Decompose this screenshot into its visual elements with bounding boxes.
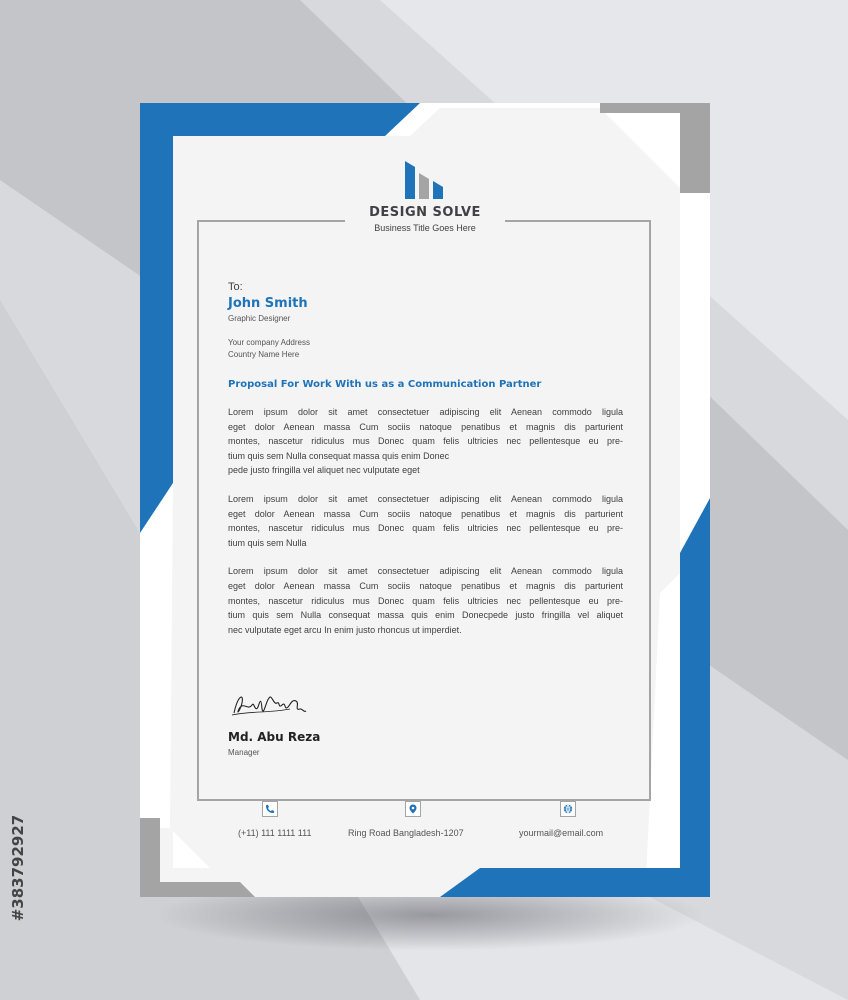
contact-phone: (+11) 111 1111 111 (238, 828, 312, 838)
brand-name: DESIGN SOLVE (369, 205, 481, 220)
paragraph-line: eget dolor Aenean massa Cum sociis natoque penatibus et magnis dis parturient (228, 508, 623, 519)
to-label: To: (228, 281, 243, 293)
paragraph-line: Lorem ipsum dolor sit amet consectetuer adipiscing elit Aenean commodo ligula (228, 407, 623, 417)
address-line-1: Your company Address (228, 338, 310, 347)
brand-header (345, 153, 505, 237)
paragraph-line: tium quis sem Nulla consequat massa quis enim Donecpede justo fringilla vel aliquet (228, 610, 623, 621)
paragraph-2 (228, 492, 623, 550)
signer-name: Md. Abu Reza (228, 730, 321, 744)
stock-id-watermark (8, 768, 28, 968)
paragraph-line: eget dolor Aenean massa Cum sociis natoque penatibus et magnis dis parturient (228, 421, 623, 432)
handwritten-signature (230, 689, 310, 724)
paragraph-line: montes, nascetur ridiculus mus Donec quam felis ultricies nec pellentesque eu pre- (228, 523, 623, 534)
contact-address: Ring Road Bangladesh-1207 (348, 828, 464, 838)
paragraph-3 (228, 564, 623, 637)
address-line-2: Country Name Here (228, 350, 300, 359)
recipient-address (228, 337, 623, 361)
stock-id-text: #383792927 (9, 814, 27, 922)
contact-email: yourmail@email.com (519, 828, 604, 838)
recipient-title: Graphic Designer (228, 314, 291, 323)
recipient-name: John Smith (228, 296, 308, 311)
signer-role: Manager (228, 748, 260, 757)
paragraph-line: Lorem ipsum dolor sit amet consectetuer adipiscing elit Aenean commodo ligula (228, 566, 623, 577)
bar-chart-logo-icon (345, 161, 505, 199)
letterhead-paper (140, 103, 710, 897)
paragraph-line: montes, nascetur ridiculus mus Donec quam felis ultricies nec pellentesque eu pre- (228, 595, 623, 606)
paragraph-line: nec vulputate eget arcu In enim justo rhoncus ut imperdiet. (228, 624, 462, 635)
paragraph-line: montes, nascetur ridiculus mus Donec quam felis ultricies nec pellentesque eu pre- (228, 436, 623, 447)
paragraph-1 (228, 405, 623, 478)
letterhead-paper-wrapper (140, 103, 710, 897)
map-pin-icon (405, 801, 421, 817)
paragraph-line: eget dolor Aenean massa Cum sociis natoque penatibus et magnis dis parturient (228, 580, 623, 591)
globe-icon (560, 801, 576, 817)
letter-body (228, 281, 623, 637)
paragraph-line: tium quis sem Nulla (228, 537, 307, 548)
brand-tagline: Business Title Goes Here (374, 223, 476, 233)
paragraph-line: pede justo fringilla vel aliquet nec vulputate eget (228, 465, 420, 476)
phone-icon (262, 801, 278, 817)
letter-subject: Proposal For Work With us as a Communication Partner (228, 379, 542, 390)
paragraph-line: tium quis sem Nulla consequat massa quis enim Donec (228, 450, 450, 461)
paragraph-line: Lorem ipsum dolor sit amet consectetuer adipiscing elit Aenean commodo ligula (228, 493, 623, 504)
